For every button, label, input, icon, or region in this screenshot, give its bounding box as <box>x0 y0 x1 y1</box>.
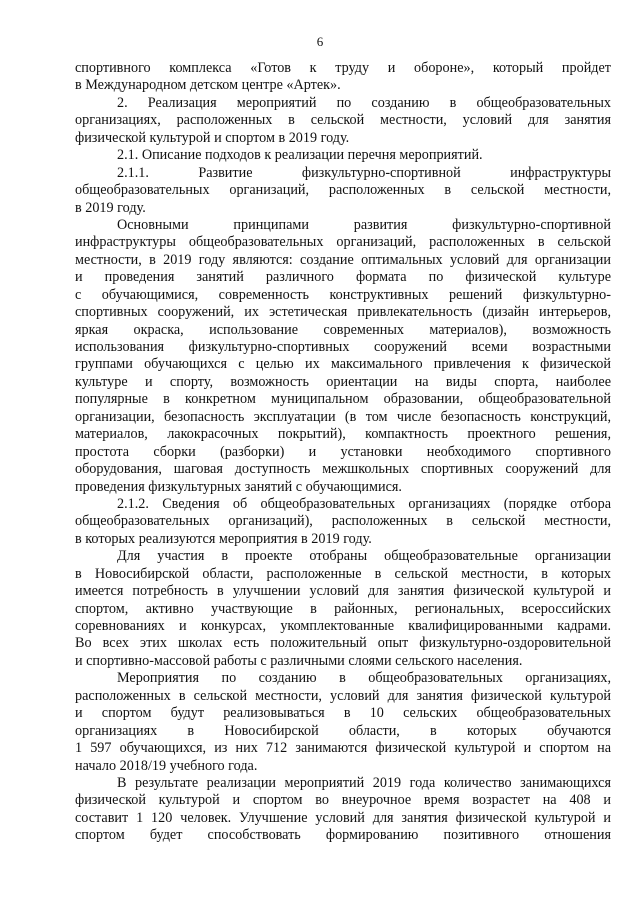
text-line: и спортом будут реализовываться в 10 сельских общеобразовательных <box>75 705 611 722</box>
text-line: Основными принципами развития физкультурно-спортивной <box>117 216 611 233</box>
text-line: 2.1.2. Сведения об общеобразовательных организациях (порядке отбора <box>117 495 611 512</box>
text-line: составит 1 120 человек. Улучшение условий для занятия физической культурой и <box>75 809 611 826</box>
text-line: Для участия в проекте отобраны общеобразовательные организации <box>117 548 611 565</box>
text-line: спортивных сооружений, их эстетическая привлекательность (дизайн интерьеров, <box>75 304 611 321</box>
text-line: имеется потребность в улучшении условий для занятия физической культурой и <box>75 583 611 600</box>
text-line: популярные в конкретном муниципальном образовании, общеобразовательной <box>75 391 611 408</box>
text-line: спортом будет способствовать формированию позитивного отношения <box>75 827 611 844</box>
text-line: в Новосибирской области, расположенные в сельской местности, в которых <box>75 565 611 582</box>
text-line: В результате реализации мероприятий 2019 года количество занимающихся <box>117 774 611 791</box>
text-line: в 2019 году. <box>75 199 146 216</box>
text-line: культуре и спорту, возможность ориентации на виды спорта, наиболее <box>75 373 611 390</box>
text-line: организациях, расположенных в сельской местности, условий для занятия <box>75 112 611 129</box>
text-line: 2.1.1. Развитие физкультурно-спортивной инфраструктуры <box>117 164 611 181</box>
text-line: Мероприятия по созданию в общеобразовательных организациях, <box>117 670 611 687</box>
text-line: и спортивно-массовой работы с различными слоями сельского населения. <box>75 652 523 669</box>
text-line: с обучающимися, современность конструктивных решений физкультурно- <box>75 286 611 303</box>
text-line: использования физкультурно-спортивных сооружений всеми возрастными <box>75 339 611 355</box>
text-line: соревнованиях и конкурсах, укомплектованные квалифицированными кадрами. <box>75 618 611 634</box>
text-line: 2.1. Описание подходов к реализации перечня мероприятий. <box>117 147 483 164</box>
text-line: спортивного комплекса «Готов к труду и обороне», который пройдет <box>75 60 611 76</box>
text-line: оборудования, шаговая доступность межшкольных спортивных сооружений для <box>75 461 611 478</box>
text-line: инфраструктуры общеобразовательных организаций, расположенных в сельской <box>75 234 611 251</box>
text-line: организациях в Новосибирской области, в которых обучаются <box>75 722 611 739</box>
text-line: группами обучающихся с целью их максимального привлечения к физической <box>75 356 611 373</box>
text-line: в Международном детском центре «Артек». <box>75 77 341 94</box>
text-line: материалов, лакокрасочных покрытий), компактность проектного решения, <box>75 426 611 443</box>
text-line: Во всех этих школах есть положительный опыт физкультурно-оздоровительной <box>75 635 611 652</box>
text-line: организации, безопасность эксплуатации (в том числе безопасность конструкций, <box>75 408 611 425</box>
text-line: и проведения занятий различного формата по физической культуре <box>75 269 611 286</box>
page-number: 6 <box>316 34 324 49</box>
text-line: спортом, активно участвующие в районных, региональных, всероссийских <box>75 600 611 617</box>
text-line: яркая окраска, использование современных материалов), возможность <box>75 321 611 338</box>
text-line: проведения физкультурных занятий с обучающимися. <box>75 478 402 495</box>
text-line: физической культурой и спортом в 2019 году. <box>75 129 350 146</box>
text-line: простота сборки (разборки) и установки необходимого спортивного <box>75 443 611 460</box>
text-line: 2. Реализация мероприятий по созданию в общеобразовательных <box>117 94 611 111</box>
text-line: местности, в 2019 году являются: создание оптимальных условий для организации <box>75 251 611 268</box>
text-line: общеобразовательных организаций, расположенных в сельской местности, <box>75 182 611 199</box>
document-body <box>75 60 611 845</box>
text-line: 1 597 обучающихся, из них 712 занимаются физической культурой и спортом на <box>75 740 611 757</box>
text-line: расположенных в сельской местности, условий для занятия физической культурой <box>75 687 611 704</box>
text-line: физической культурой и спортом во внеурочное время возрастет на 408 и <box>75 792 611 809</box>
text-line: общеобразовательных организаций), расположенных в сельской местности, <box>75 513 611 530</box>
text-line: в которых реализуются мероприятия в 2019 году. <box>75 530 372 547</box>
text-line: начало 2018/19 учебного года. <box>75 757 258 774</box>
